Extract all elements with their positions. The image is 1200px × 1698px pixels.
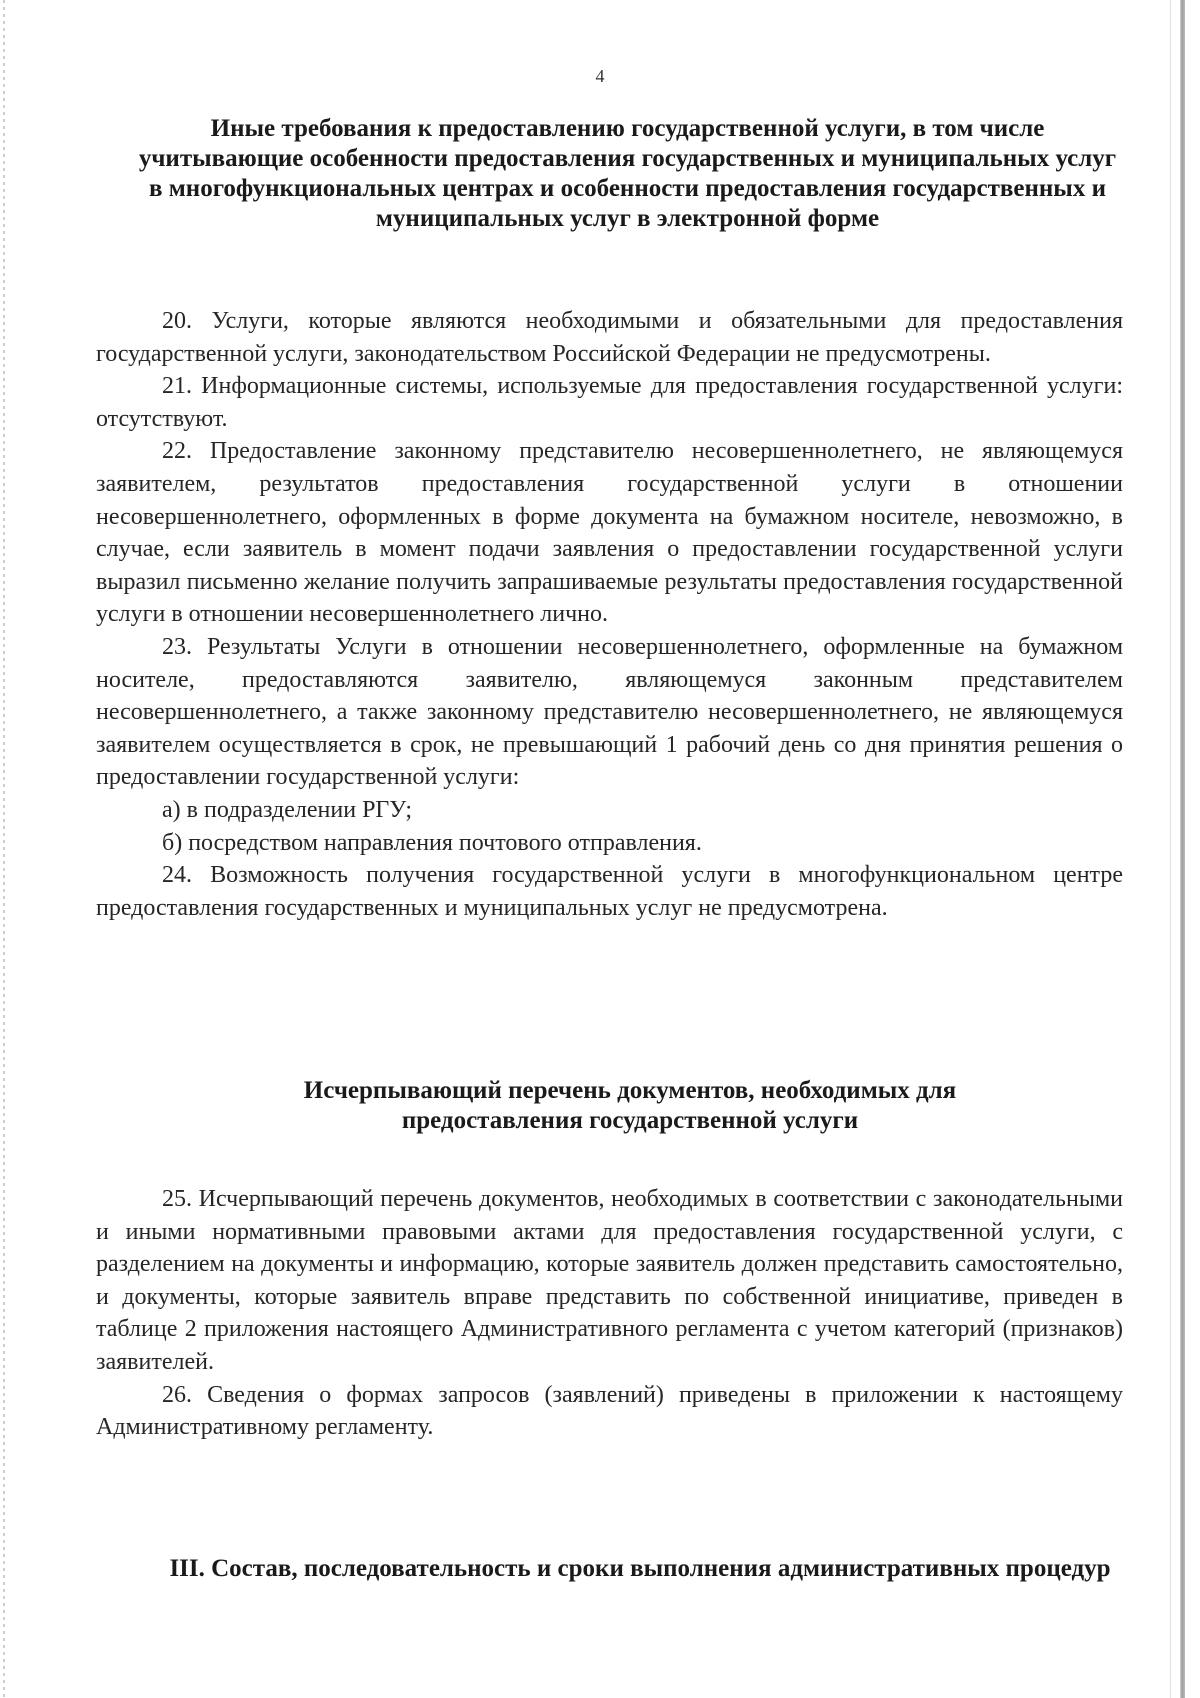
paragraph-23-item-b: б) посредством направления почтового отправления. bbox=[162, 829, 702, 856]
section-heading-other-requirements: Иные требования к предоставлению государственной услуги, в том числе учитывающие особенности предоставления государственных и муниципальных услуг в многофункциональных центрах и особенности предоставления государственных и муниципальных услуг в электронной форме bbox=[138, 115, 1117, 232]
section-heading-administrative-procedures: III. Состав, последовательность и сроки выполнения административных процедур bbox=[169, 1555, 1111, 1582]
section-body-documents-list bbox=[96, 1183, 1123, 1444]
section-body-other-requirements bbox=[96, 305, 1123, 924]
paragraph-23-item-a: а) в подразделении РГУ; bbox=[162, 796, 413, 823]
paragraph-23: 23. Результаты Услуги в отношении несовершеннолетнего, оформленные на бумажном носителе, предоставляются заявителю, являющемуся законным представителем несовершеннолетнего, а также законному представителю несовершеннолетнего, не являющемуся заявителем осуществляется в срок, не превышающий 1 рабочий день со дня принятия решения о предоставлении государственной услуги: bbox=[96, 633, 1123, 791]
paragraph-26: 26. Сведения о формах запросов (заявлений) приведены в приложении к настоящему Административному регламенту. bbox=[96, 1381, 1123, 1441]
scan-right-line bbox=[1170, 0, 1171, 1698]
scan-left-edge bbox=[3, 0, 5, 1698]
paragraph-20: 20. Услуги, которые являются необходимыми и обязательными для предоставления государственной услуги, законодательством Российской Федерации не предусмотрены. bbox=[96, 308, 1123, 367]
paragraph-21: 21. Информационные системы, используемые для предоставления государственной услуги: отсутствуют. bbox=[96, 373, 1123, 432]
page-number: 4 bbox=[595, 66, 605, 86]
scan-right-edge bbox=[1180, 0, 1185, 1698]
paragraph-24: 24. Возможность получения государственной услуги в многофункциональном центре предоставления государственных и муниципальных услуг не предусмотрена. bbox=[96, 862, 1123, 921]
paragraph-22: 22. Предоставление законному представителю несовершеннолетнего, не являющемуся заявителем, результатов предоставления государственной услуги в отношении несовершеннолетнего, оформленных в форме документа на бумажном носителе, невозможно, в случае, если заявитель в момент подачи заявления о предоставлении государственной услуги выразил письменно желание получить запрашиваемые результаты предоставления государственной услуги в отношении несовершеннолетнего лично. bbox=[96, 438, 1123, 628]
section-heading-documents-list: Исчерпывающий перечень документов, необходимых для предоставления государственной услуги bbox=[303, 1077, 957, 1134]
paragraph-25: 25. Исчерпывающий перечень документов, необходимых в соответствии с законодательными и иными нормативными правовыми актами для предоставления государственной услуги, с разделением на документы и информацию, которые заявитель должен представить самостоятельно, и документы, которые заявитель вправе представить по собственной инициативе, приведен в таблице 2 приложения настоящего Административного регламента с учетом категорий (признаков) заявителей. bbox=[96, 1186, 1123, 1375]
